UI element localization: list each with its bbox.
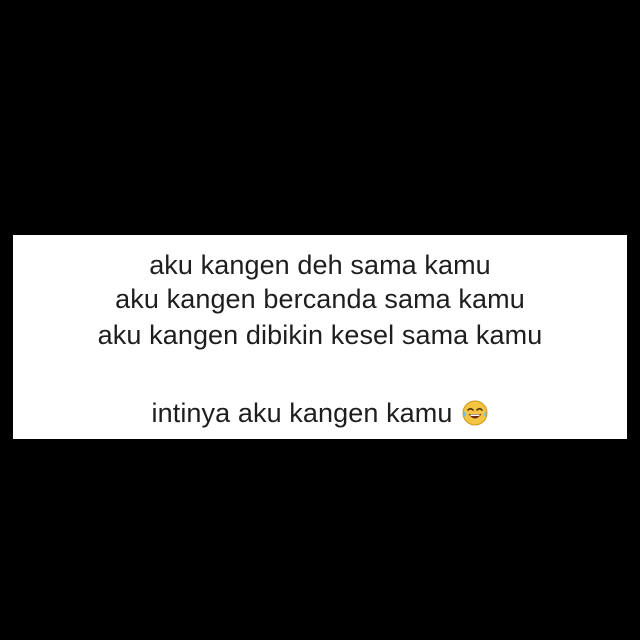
tears-of-joy-emoji-icon bbox=[461, 399, 489, 427]
quote-line-3: aku kangen dibikin kesel sama kamu bbox=[97, 320, 543, 350]
quote-card bbox=[13, 235, 627, 439]
quote-closing-text: intinya aku kangen kamu bbox=[151, 398, 453, 428]
quote-closing-line bbox=[13, 395, 627, 431]
quote-line-2: aku kangen bercanda sama kamu bbox=[115, 284, 525, 314]
quote-line-1: aku kangen deh sama kamu bbox=[149, 250, 491, 280]
